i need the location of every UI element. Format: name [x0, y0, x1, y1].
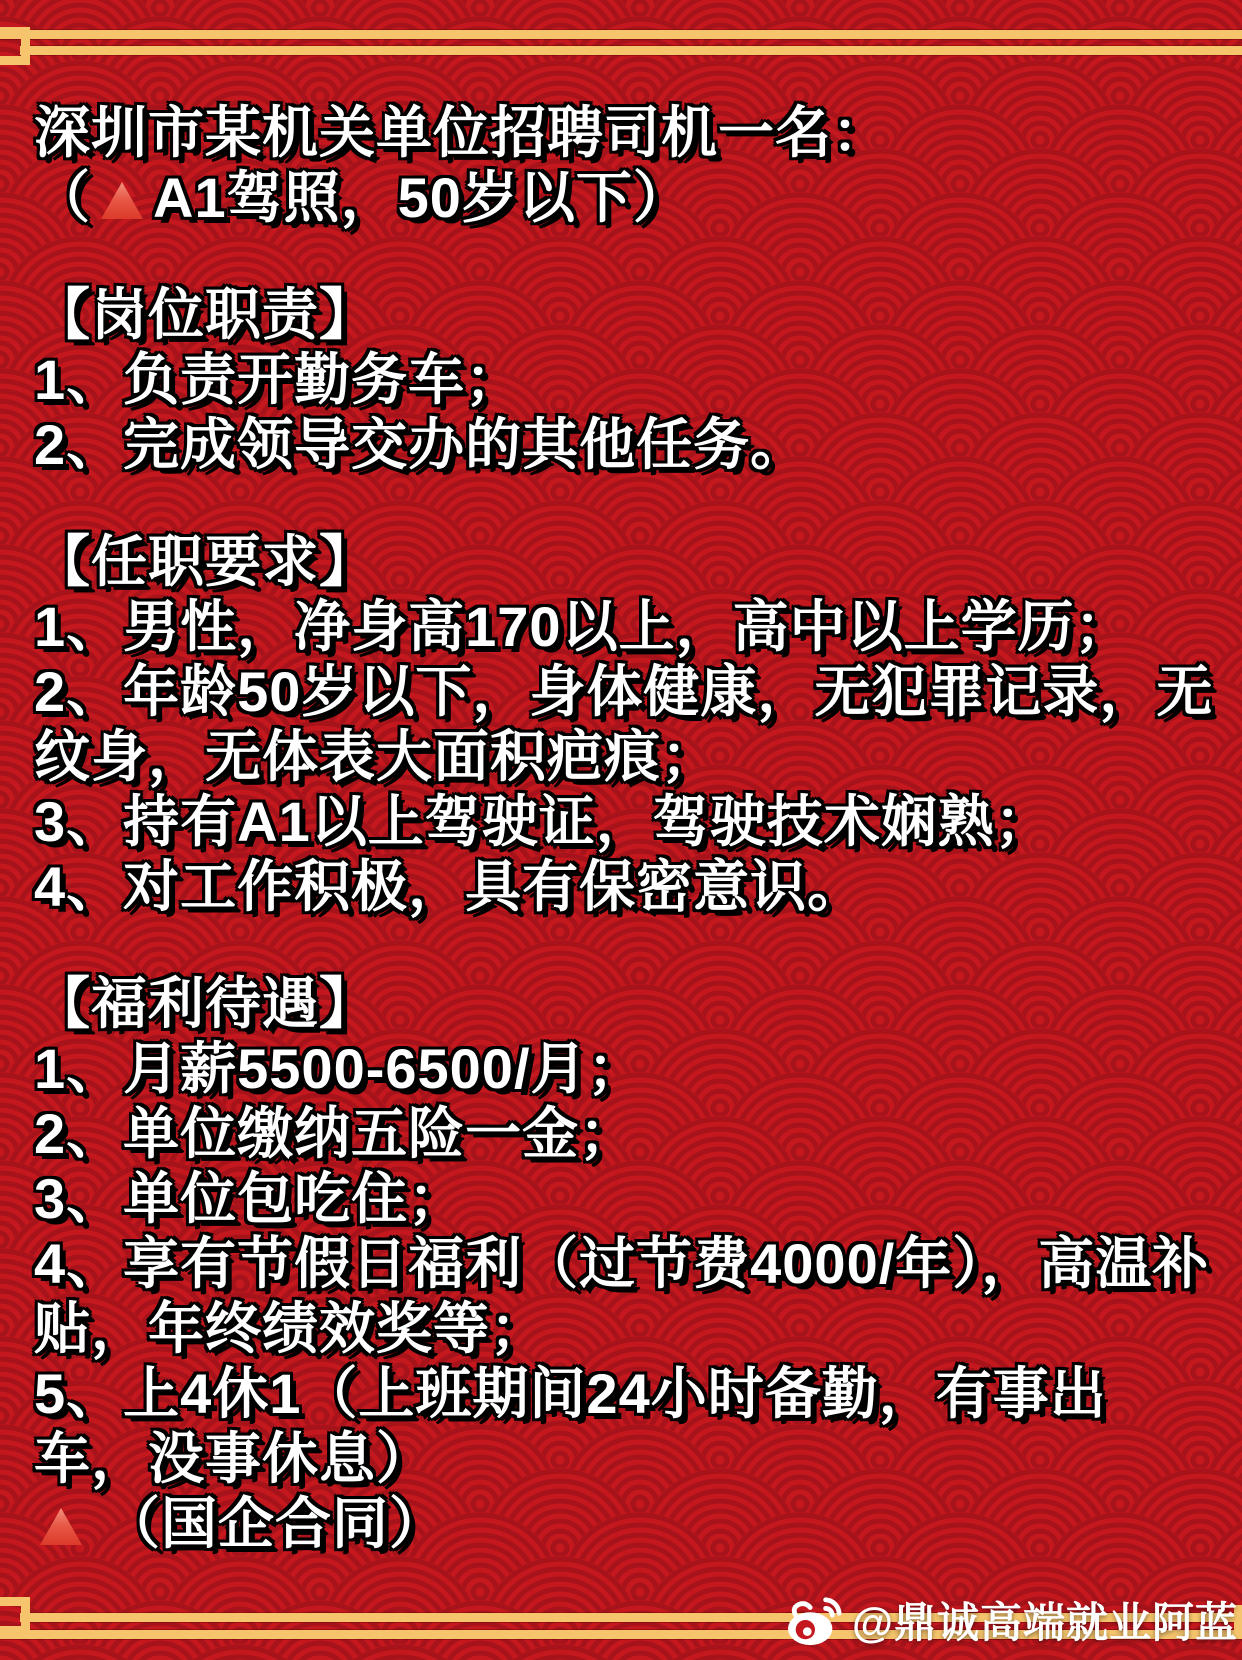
subtitle-open-paren: （ [34, 166, 91, 229]
list-item: 1、男性，净身高170以上，高中以上学历； [34, 595, 1132, 658]
section-header-benefits: 【福利待遇】 [34, 972, 376, 1035]
list-item: 3、单位包吃住； [34, 1167, 466, 1230]
list-item: 3、持有A1以上驾驶证，驾驶技术娴熟； [34, 790, 1052, 853]
poster-subtitle [34, 165, 1214, 230]
red-triangle-icon [101, 182, 143, 219]
section-duties [34, 282, 1214, 477]
list-item: 4、对工作积极，具有保密意识。 [34, 855, 865, 918]
section-header-requirements: 【任职要求】 [34, 530, 376, 593]
footnote [34, 1491, 1214, 1556]
list-item: 1、月薪5500-6500/月； [34, 1037, 645, 1100]
list-item: 2、单位缴纳五险一金； [34, 1102, 637, 1165]
section-benefits [34, 971, 1214, 1491]
weibo-icon [786, 1593, 844, 1647]
gold-border-top-outer [0, 30, 1242, 39]
poster-text [34, 100, 1214, 1556]
gold-corner-top-left [0, 27, 30, 65]
watermark-handle: @鼎诚高端就业阿蓝 [852, 1599, 1238, 1646]
poster-title: 深圳市某机关单位招聘司机一名： [34, 101, 889, 164]
footnote-text: （国企合同） [104, 1492, 446, 1555]
watermark [786, 1590, 1238, 1650]
list-item: 2、完成领导交办的其他任务。 [34, 413, 808, 476]
red-triangle-icon [40, 1508, 82, 1545]
gold-corner-bottom-left [0, 1597, 30, 1635]
list-item: 1、负责开勤务车； [34, 348, 523, 411]
section-requirements [34, 529, 1214, 919]
list-item: 2、年龄50岁以下，身体健康，无犯罪记录，无纹身，无体表大面积疤痕； [34, 660, 1214, 788]
list-item: 4、享有节假日福利（过节费4000/年），高温补贴，年终绩效奖等； [34, 1232, 1210, 1360]
subtitle-text: A1驾照，50岁以下） [153, 166, 690, 229]
gold-border-top-inner [20, 46, 1242, 55]
section-header-duties: 【岗位职责】 [34, 283, 376, 346]
list-item: 5、上4休1（上班期间24小时备勤，有事出车，没事休息） [34, 1362, 1107, 1490]
